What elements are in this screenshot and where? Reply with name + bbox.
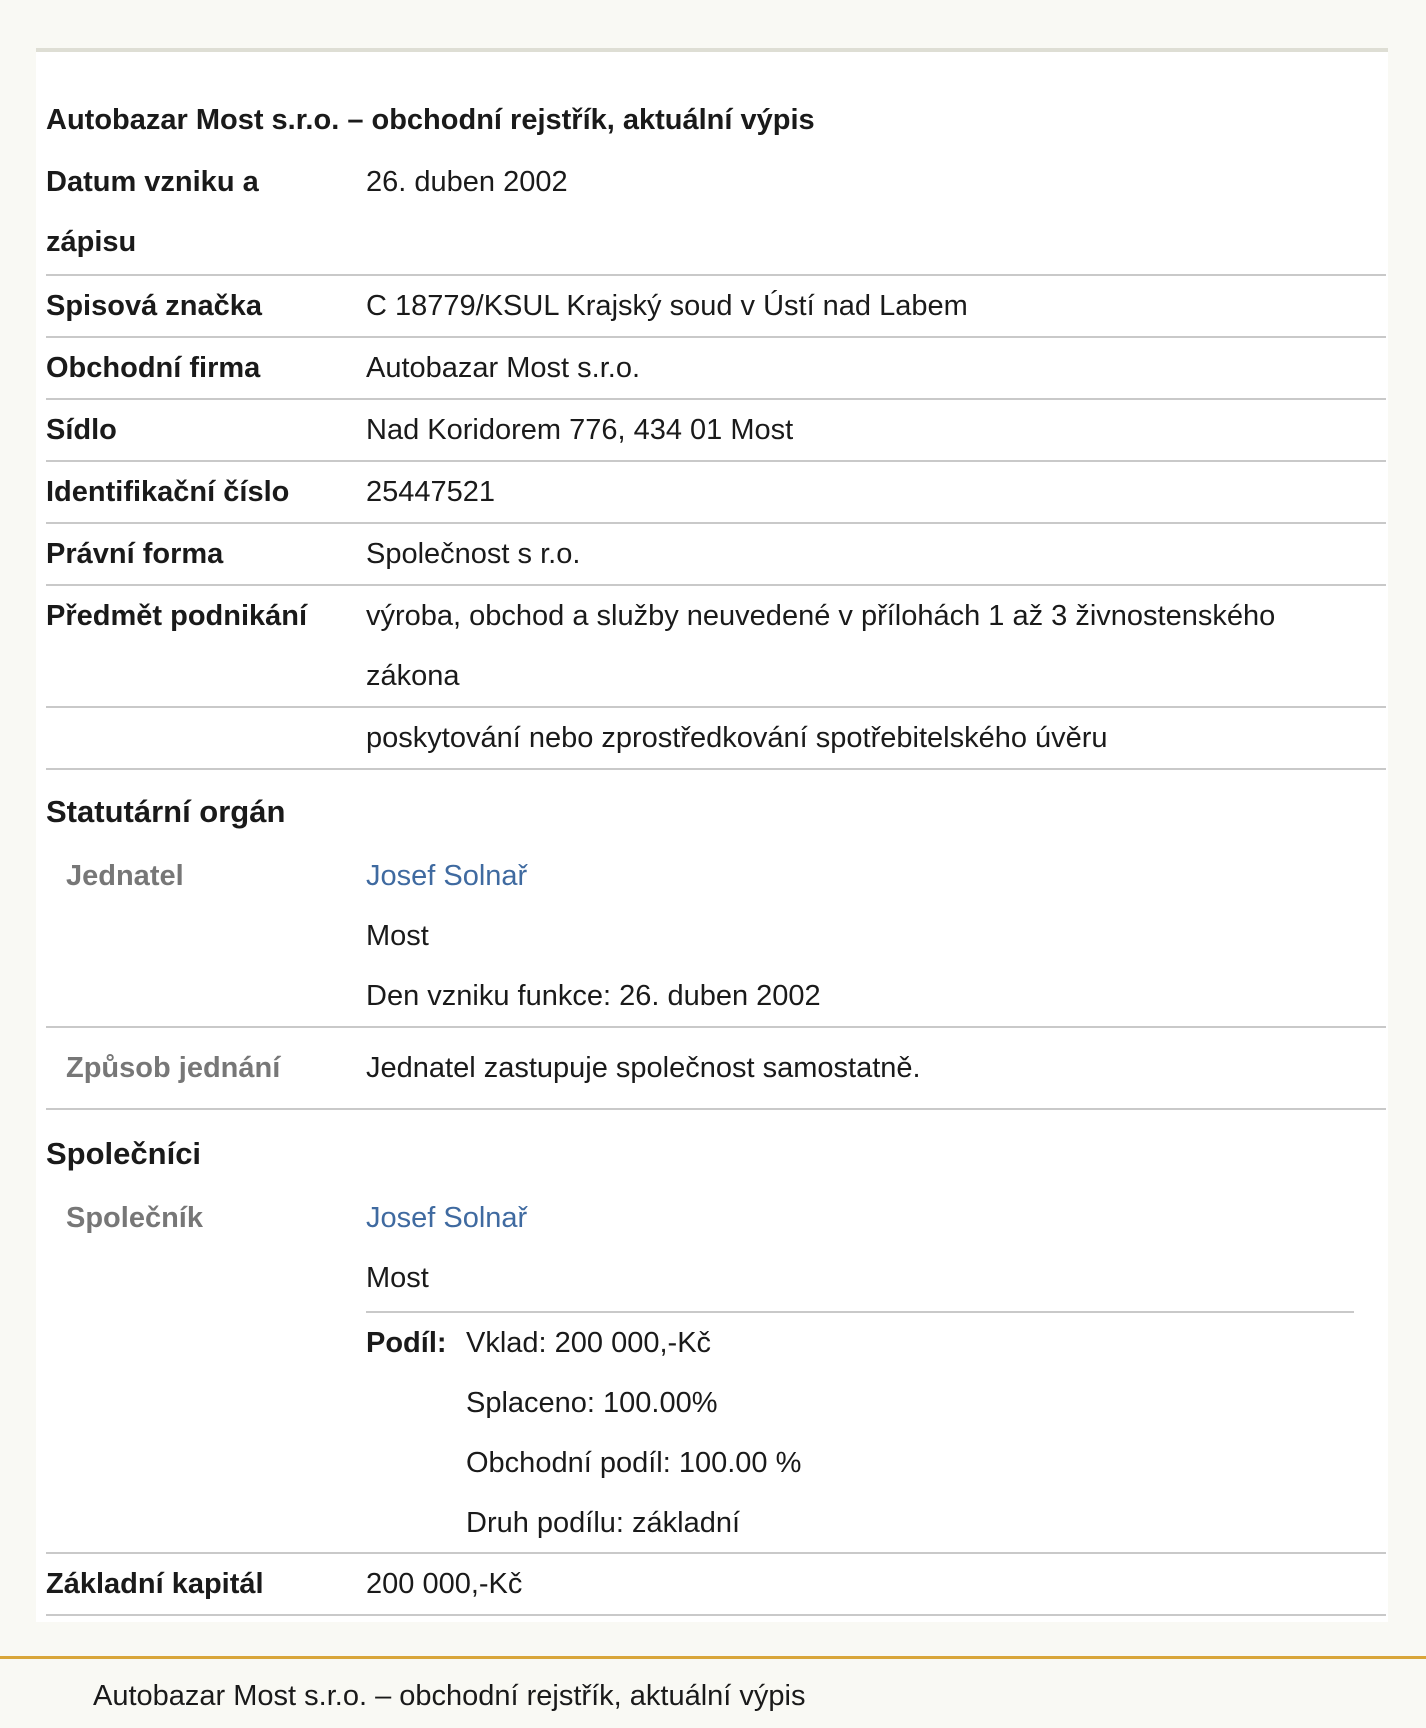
row-ico [46, 462, 1386, 524]
datum-value: 26. duben 2002 [366, 166, 568, 198]
spolecnik-value [366, 1188, 1376, 1308]
row-spolecnik [46, 1188, 1386, 1554]
datum-label-line-2: zápisu [46, 226, 137, 258]
jednatel-city: Most [366, 920, 429, 952]
spolecnik-label: Společník [66, 1202, 203, 1234]
row-zakladni-kapital [46, 1554, 1386, 1616]
predmet-value-2: poskytování nebo zprostředkování spotřebitelského úvěru [366, 722, 1108, 754]
forma-label: Právní forma [46, 538, 224, 570]
row-obchodni-firma [46, 338, 1386, 400]
row-jednatel [46, 846, 1386, 1028]
datum-label-line-1: Datum vzniku a [46, 166, 259, 198]
sidlo-value: Nad Koridorem 776, 434 01 Most [366, 414, 794, 446]
spis-value: C 18779/KSUL Krajský soud v Ústí nad Labem [366, 290, 968, 322]
predmet-value-1-line-1: výroba, obchod a služby neuvedené v přílohách 1 až 3 živnostenského [366, 600, 1276, 632]
row-datum-vzniku [46, 152, 1386, 276]
jednatel-value [366, 846, 1376, 1026]
ico-value: 25447521 [366, 476, 496, 508]
row-predmet-podnikani-2 [46, 708, 1386, 770]
jednatel-label: Jednatel [66, 860, 184, 892]
row-spisova-znacka [46, 276, 1386, 338]
firma-label: Obchodní firma [46, 352, 261, 384]
zpusob-label: Způsob jednání [66, 1052, 281, 1084]
jednatel-name-link[interactable]: Josef Solnař [366, 860, 528, 892]
zpusob-value: Jednatel zastupuje společnost samostatně. [366, 1052, 921, 1084]
kapital-value: 200 000,-Kč [366, 1568, 523, 1600]
section-statutarni-organ: Statutární orgán [46, 794, 286, 829]
row-predmet-podnikani [46, 586, 1386, 708]
firma-value: Autobazar Most s.r.o. [366, 352, 641, 384]
jednatel-since: Den vzniku funkce: 26. duben 2002 [366, 980, 821, 1012]
podil-obchodni: Obchodní podíl: 100.00 % [466, 1447, 802, 1479]
podil-splaceno: Splaceno: 100.00% [466, 1387, 718, 1419]
podil-vklad: Vklad: 200 000,-Kč [466, 1327, 712, 1359]
predmet-label: Předmět podnikání [46, 600, 308, 632]
spis-label: Spisová značka [46, 290, 262, 322]
sidlo-label: Sídlo [46, 414, 117, 446]
row-zpusob-jednani [46, 1028, 1386, 1110]
footer [0, 1656, 1426, 1728]
podil-block [366, 1311, 1354, 1551]
page-title: Autobazar Most s.r.o. – obchodní rejstřík, aktuální výpis [46, 104, 815, 136]
kapital-label: Základní kapitál [46, 1568, 264, 1600]
section-spolecnici: Společníci [46, 1136, 202, 1171]
spolecnik-city: Most [366, 1262, 429, 1294]
predmet-value-1-line-2: zákona [366, 660, 460, 692]
spolecnik-name-link[interactable]: Josef Solnař [366, 1202, 528, 1234]
row-pravni-forma [46, 524, 1386, 586]
registry-card [36, 48, 1388, 1622]
forma-value: Společnost s r.o. [366, 538, 581, 570]
podil-druh: Druh podílu: základní [466, 1507, 741, 1539]
podil-values [466, 1313, 801, 1553]
footer-title: Autobazar Most s.r.o. – obchodní rejstřík, aktuální výpis [93, 1680, 806, 1712]
podil-label: Podíl: [366, 1327, 447, 1359]
predmet-value-1 [366, 586, 1376, 706]
ico-label: Identifikační číslo [46, 476, 290, 508]
row-sidlo [46, 400, 1386, 462]
datum-label [46, 152, 346, 272]
